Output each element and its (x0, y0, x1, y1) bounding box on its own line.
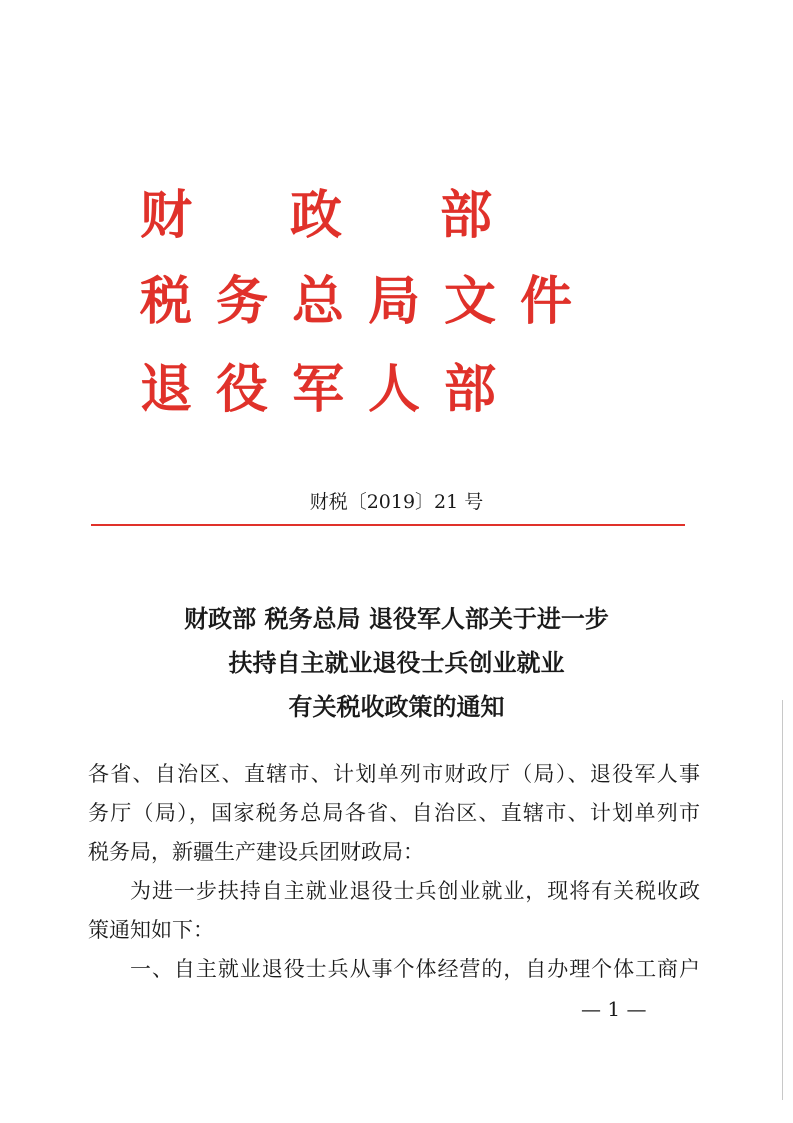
header-char: 税 (140, 272, 193, 332)
scan-edge-line (782, 700, 783, 1100)
header-char: 务 (216, 272, 269, 332)
header-char: 役 (216, 360, 269, 420)
intro-line: 策通知如下： (88, 918, 214, 942)
document-number: 财税〔2019〕21 号 (309, 491, 484, 513)
header-char: 财 (140, 186, 193, 246)
header-char: 退 (140, 360, 193, 420)
intro-line: 为进一步扶持自主就业退役士兵创业就业，现将有关税收政 (130, 879, 700, 903)
addressee-line: 务厅（局），国家税务总局各省、自治区、直辖市、计划单列市 (88, 801, 700, 825)
header-char: 总 (292, 272, 345, 332)
header-char: 部 (440, 186, 493, 246)
header-char: 军 (292, 360, 345, 420)
title-line: 有关税收政策的通知 (288, 693, 505, 721)
document-title (0, 597, 793, 729)
header-char: 局 (368, 272, 421, 332)
page-number: — 1 — (581, 997, 647, 1021)
header-char: 政 (290, 186, 343, 246)
title-line: 财政部 税务总局 退役军人部关于进一步 (184, 605, 609, 633)
title-line: 扶持自主就业退役士兵创业就业 (228, 649, 565, 677)
addressee-line: 税务局，新疆生产建设兵团财政局： (88, 840, 424, 864)
header-char: 文 (444, 272, 497, 332)
header-char: 部 (444, 360, 497, 420)
header-char: 件 (520, 272, 573, 332)
clause-1-line: 一、自主就业退役士兵从事个体经营的，自办理个体工商户 (130, 957, 700, 981)
red-separator-line (91, 524, 685, 526)
addressee-line: 各省、自治区、直辖市、计划单列市财政厅（局）、退役军人事 (88, 762, 700, 786)
document-body (88, 755, 700, 989)
header-char: 人 (368, 360, 421, 420)
